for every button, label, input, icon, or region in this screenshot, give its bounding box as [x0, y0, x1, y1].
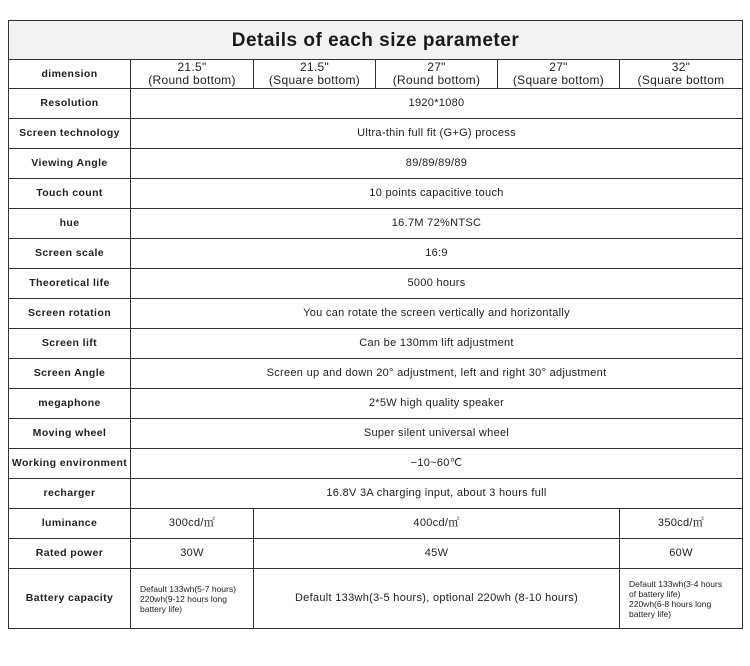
battery-line: battery life): [140, 603, 183, 614]
battery-value-main: Default 133wh(3-5 hours), optional 220wh (8-10 hours): [254, 569, 620, 629]
battery-value-32: [620, 569, 743, 629]
table-row: [9, 239, 743, 269]
row-value: 10 points capacitive touch: [131, 179, 743, 209]
row-label: Screen scale: [9, 239, 131, 269]
row-value: Screen up and down 20° adjustment, left and right 30° adjustment: [131, 359, 743, 389]
size-cell-3: [376, 60, 498, 89]
power-value-32: 60W: [620, 539, 743, 569]
table-row: [9, 419, 743, 449]
row-label: luminance: [9, 509, 131, 539]
row-label: Screen rotation: [9, 299, 131, 329]
size-cell-2: [254, 60, 376, 89]
row-value: 5000 hours: [131, 269, 743, 299]
power-value-main: 45W: [254, 539, 620, 569]
size-type: (Square bottom): [512, 73, 605, 87]
size-cell-4: [498, 60, 620, 89]
table-row: [9, 299, 743, 329]
row-label: Theoretical life: [9, 269, 131, 299]
row-value: Super silent universal wheel: [131, 419, 743, 449]
row-value: −10~60℃: [131, 449, 743, 479]
size-type: (Round bottom): [392, 73, 481, 87]
table-row: [9, 209, 743, 239]
row-label: Battery capacity: [9, 569, 131, 629]
row-label: recharger: [9, 479, 131, 509]
size-cell-1: [131, 60, 254, 89]
row-label: Resolution: [9, 89, 131, 119]
row-value: 16.7M 72%NTSC: [131, 209, 743, 239]
row-label: megaphone: [9, 389, 131, 419]
size-type: (Square bottom: [637, 73, 725, 87]
row-label: Rated power: [9, 539, 131, 569]
table-row: [9, 359, 743, 389]
size-value: 27": [427, 60, 446, 74]
size-type: (Square bottom): [268, 73, 361, 87]
table-row: [9, 269, 743, 299]
size-type: (Round bottom): [148, 73, 236, 87]
size-value: 21.5": [299, 60, 330, 74]
battery-line: Default 133wh(5-7 hours): [140, 583, 236, 594]
luminance-value-32: 350cd/㎡: [620, 509, 743, 539]
row-value: 16:9: [131, 239, 743, 269]
row-label: Screen lift: [9, 329, 131, 359]
table-row: [9, 479, 743, 509]
battery-value-21-round: [131, 569, 254, 629]
dimension-row: [9, 60, 743, 89]
row-value: 1920*1080: [131, 89, 743, 119]
table-row: [9, 329, 743, 359]
table-row: [9, 119, 743, 149]
row-label: Touch count: [9, 179, 131, 209]
luminance-value-21-round: 300cd/㎡: [131, 509, 254, 539]
battery-line: of battery life): [629, 588, 681, 599]
battery-row: [9, 569, 743, 629]
size-cell-5: [620, 60, 743, 89]
table-row: [9, 389, 743, 419]
spec-table-container: [8, 20, 742, 629]
row-label: Screen technology: [9, 119, 131, 149]
table-row: [9, 89, 743, 119]
row-label: hue: [9, 209, 131, 239]
battery-line: battery life): [629, 608, 672, 619]
power-value-21-round: 30W: [131, 539, 254, 569]
table-row: [9, 449, 743, 479]
battery-line: Default 133wh(3-4 hours: [629, 578, 723, 589]
table-title: Details of each size parameter: [9, 21, 743, 60]
title-row: [9, 21, 743, 60]
row-label: Working environment: [9, 449, 131, 479]
row-value: Ultra-thin full fit (G+G) process: [131, 119, 743, 149]
row-label: Moving wheel: [9, 419, 131, 449]
battery-line: 220wh(9-12 hours long: [140, 593, 227, 604]
rated-power-row: [9, 539, 743, 569]
table-row: [9, 179, 743, 209]
battery-line: 220wh(6-8 hours long: [629, 598, 712, 609]
row-label: Viewing Angle: [9, 149, 131, 179]
size-value: 32": [671, 60, 691, 74]
luminance-row: [9, 509, 743, 539]
dimension-label: dimension: [9, 60, 131, 89]
row-value: 16.8V 3A charging input, about 3 hours full: [131, 479, 743, 509]
row-value: 2*5W high quality speaker: [131, 389, 743, 419]
row-label: Screen Angle: [9, 359, 131, 389]
spec-table: [8, 20, 743, 629]
size-value: 27": [549, 60, 568, 74]
row-value: You can rotate the screen vertically and horizontally: [131, 299, 743, 329]
table-row: [9, 149, 743, 179]
row-value: Can be 130mm lift adjustment: [131, 329, 743, 359]
row-value: 89/89/89/89: [131, 149, 743, 179]
size-value: 21.5": [177, 60, 207, 74]
luminance-value-main: 400cd/㎡: [254, 509, 620, 539]
